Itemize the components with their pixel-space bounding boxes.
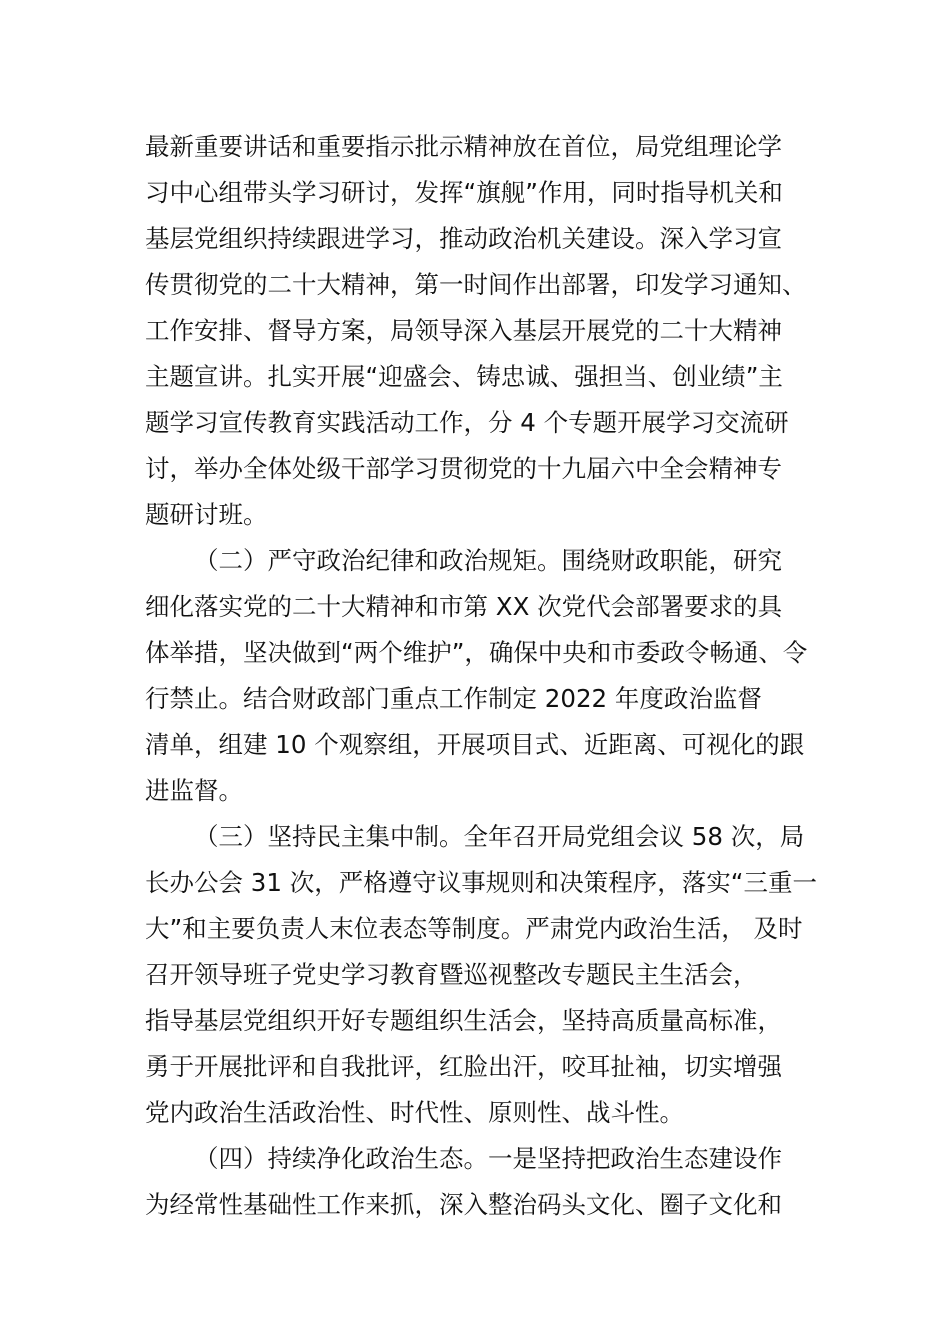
text-line: 主题宣讲。扎实开展“迎盛会、铸忠诚、强担当、创业绩”主 bbox=[145, 362, 783, 391]
text-line: 细化落实党的二十大精神和市第 XX 次党代会部署要求的具 bbox=[145, 592, 783, 621]
text-line: 清单，组建 10 个观察组，开展项目式、近距离、可视化的跟 bbox=[145, 730, 805, 759]
text-line: 讨，举办全体处级干部学习贯彻党的十九届六中全会精神专 bbox=[145, 454, 782, 483]
text-line: （二）严守政治纪律和政治规矩。围绕财政职能，研究 bbox=[194, 546, 782, 575]
text-line: 行禁止。结合财政部门重点工作制定 2022 年度政治监督 bbox=[145, 684, 762, 713]
text-line: 进监督。 bbox=[145, 776, 243, 805]
text-line: 传贯彻党的二十大精神，第一时间作出部署，印发学习通知、 bbox=[145, 270, 807, 299]
text-line: 召开领导班子党史学习教育暨巡视整改专题民主生活会， bbox=[145, 960, 758, 989]
text-line: 党内政治生活政治性、时代性、原则性、战斗性。 bbox=[145, 1098, 684, 1127]
text-line: （四）持续净化政治生态。一是坚持把政治生态建设作 bbox=[194, 1144, 782, 1173]
text-line: 习中心组带头学习研讨，发挥“旗舰”作用，同时指导机关和 bbox=[145, 178, 783, 207]
text-line: 最新重要讲话和重要指示批示精神放在首位，局党组理论学 bbox=[145, 132, 782, 161]
text-line: 基层党组织持续跟进学习，推动政治机关建设。深入学习宣 bbox=[145, 224, 782, 253]
text-line: 题研讨班。 bbox=[145, 500, 268, 529]
document-body bbox=[145, 124, 825, 1228]
text-line: 为经常性基础性工作来抓，深入整治码头文化、圈子文化和 bbox=[145, 1190, 782, 1219]
text-line: 指导基层党组织开好专题组织生活会，坚持高质量高标准， bbox=[145, 1006, 782, 1035]
text-line: 长办公会 31 次，严格遵守议事规则和决策程序，落实“三重一 bbox=[145, 868, 817, 897]
text-line: 大”和主要负责人末位表态等制度。严肃党内政治生活， 及时 bbox=[145, 914, 803, 943]
text-line: 题学习宣传教育实践活动工作，分 4 个专题开展学习交流研 bbox=[145, 408, 789, 437]
text-line: 勇于开展批评和自我批评，红脸出汗，咬耳扯袖，切实增强 bbox=[145, 1052, 782, 1081]
text-line: 体举措，坚决做到“两个维护”，确保中央和市委政令畅通、令 bbox=[145, 638, 808, 667]
text-line: （三）坚持民主集中制。全年召开局党组会议 58 次，局 bbox=[194, 822, 805, 851]
text-line: 工作安排、督导方案，局领导深入基层开展党的二十大精神 bbox=[145, 316, 782, 345]
